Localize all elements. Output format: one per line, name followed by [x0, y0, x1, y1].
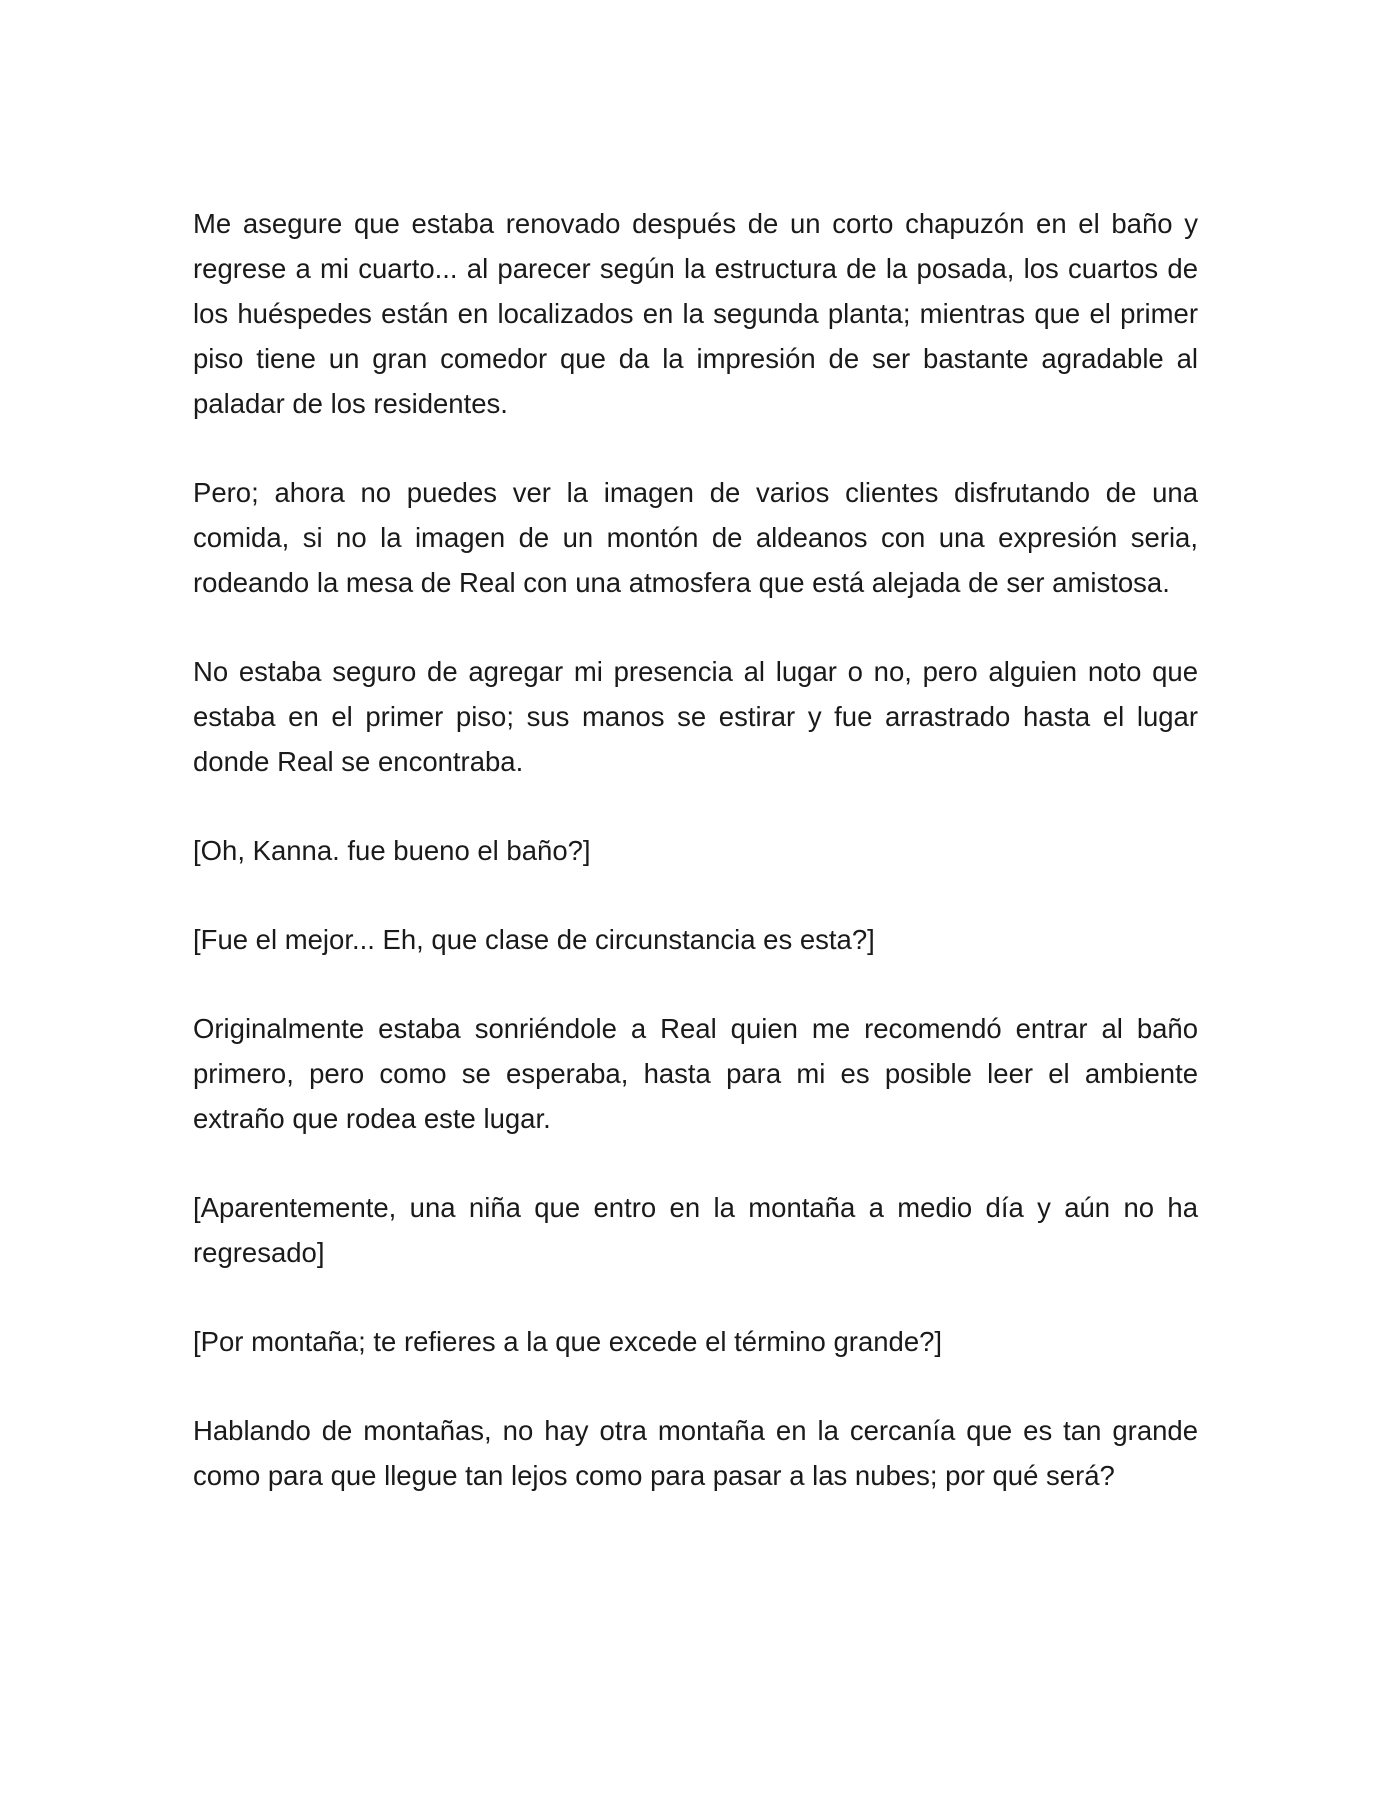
dialogue-line-1: [Oh, Kanna. fue bueno el baño?]: [193, 835, 591, 866]
paragraph-3: No estaba seguro de agregar mi presencia al lugar o no, pero alguien noto que estaba en el primer piso; sus manos se estirar y fue arrastrado hasta el lugar donde Real se encontraba.: [193, 656, 1198, 777]
paragraph-1: Me asegure que estaba renovado después de un corto chapuzón en el baño y regrese a mi cuarto... al parecer según la estructura de la posada, los cuartos de los huéspedes están en localizados en la segunda planta; mientras que el primer piso tiene un gran comedor que da la impresión de ser bastante agradable al paladar de los residentes.: [193, 208, 1198, 419]
paragraph-2: Pero; ahora no puedes ver la imagen de varios clientes disfrutando de una comida, si no la imagen de un montón de aldeanos con una expresión seria, rodeando la mesa de Real con una atmosfera que está alejada de ser amistosa.: [193, 477, 1198, 598]
paragraph-4: Originalmente estaba sonriéndole a Real quien me recomendó entrar al baño primero, pero como se esperaba, hasta para mi es posible leer el ambiente extraño que rodea este lugar.: [193, 1013, 1198, 1134]
document-body: [193, 201, 1198, 1542]
dialogue-line-4: [Por montaña; te refieres a la que excede el término grande?]: [193, 1326, 943, 1357]
dialogue-line-2: [Fue el mejor... Eh, que clase de circunstancia es esta?]: [193, 924, 875, 955]
dialogue-line-3: [Aparentemente, una niña que entro en la montaña a medio día y aún no ha regresado]: [193, 1192, 1198, 1268]
paragraph-5: Hablando de montañas, no hay otra montaña en la cercanía que es tan grande como para que llegue tan lejos como para pasar a las nubes; por qué será?: [193, 1415, 1198, 1491]
